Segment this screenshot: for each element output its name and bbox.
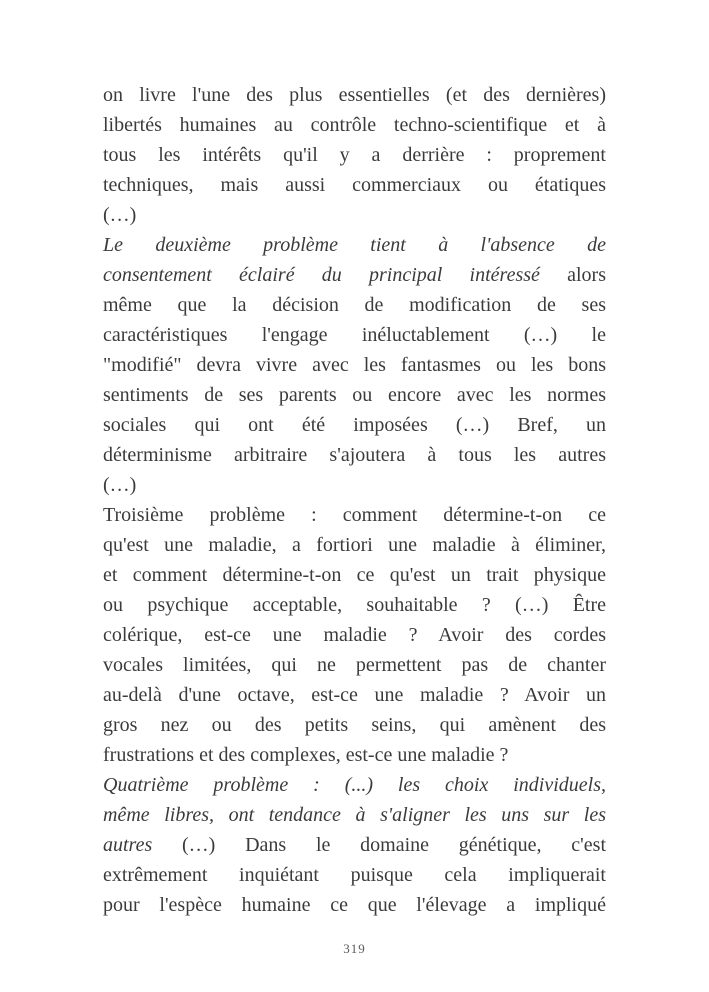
text-line [103, 470, 606, 500]
text-line [103, 800, 606, 830]
text-run: extrêmement inquiétant puisque cela impliquerait [103, 864, 606, 886]
text-run: sentiments de ses parents ou encore avec les normes [103, 384, 606, 406]
page-number: 319 [343, 941, 366, 956]
body-text [103, 80, 606, 920]
text-run: tous les intérêts qu'il y a derrière : proprement [103, 144, 606, 166]
text-run: (…) [103, 204, 137, 226]
italic-text-run: consentement éclairé du principal intéressé [103, 264, 540, 286]
text-line [103, 290, 606, 320]
text-line [103, 650, 606, 680]
text-line [103, 860, 606, 890]
text-run: et comment détermine-t-on ce qu'est un trait physique [103, 564, 606, 586]
text-line [103, 740, 606, 770]
text-line [103, 200, 606, 230]
text-run: Troisième problème : comment détermine-t-on ce [103, 504, 606, 526]
text-line [103, 320, 606, 350]
text-run: colérique, est-ce une maladie ? Avoir des cordes [103, 624, 606, 646]
text-run: qu'est une maladie, a fortiori une maladie à éliminer, [103, 534, 606, 556]
italic-text-run: autres [103, 834, 153, 856]
text-run: (…) [103, 474, 137, 496]
text-line [103, 440, 606, 470]
text-run: frustrations et des complexes, est-ce une maladie ? [103, 744, 509, 766]
text-line [103, 410, 606, 440]
text-run: alors [539, 264, 606, 286]
text-run: techniques, mais aussi commerciaux ou étatiques [103, 174, 606, 196]
text-line [103, 350, 606, 380]
text-run: déterminisme arbitraire s'ajoutera à tous les autres [103, 444, 606, 466]
text-run: pour l'espèce humaine ce que l'élevage a impliqué [103, 894, 606, 916]
text-line [103, 530, 606, 560]
text-line [103, 380, 606, 410]
text-line [103, 590, 606, 620]
text-run: libertés humaines au contrôle techno-scientifique et à [103, 114, 606, 136]
text-line [103, 830, 606, 860]
text-line [103, 170, 606, 200]
text-line [103, 560, 606, 590]
text-line [103, 80, 606, 110]
text-line [103, 110, 606, 140]
text-line [103, 260, 606, 290]
italic-text-run: Le deuxième problème tient à l'absence de [103, 234, 606, 256]
italic-text-run: même libres, ont tendance à s'aligner les uns sur les [103, 804, 606, 826]
text-run: vocales limitées, qui ne permettent pas de chanter [103, 654, 606, 676]
text-line [103, 230, 606, 260]
text-run: on livre l'une des plus essentielles (et des dernières) [103, 84, 606, 106]
text-line [103, 620, 606, 650]
text-line [103, 770, 606, 800]
text-run: caractéristiques l'engage inéluctablement (…) le [103, 324, 606, 346]
text-run: (…) Dans le domaine génétique, c'est [152, 834, 606, 856]
text-run: même que la décision de modification de ses [103, 294, 606, 316]
text-run: "modifié" devra vivre avec les fantasmes ou les bons [103, 354, 606, 376]
text-run: sociales qui ont été imposées (…) Bref, un [103, 414, 606, 436]
text-line [103, 500, 606, 530]
text-run: ou psychique acceptable, souhaitable ? (…) Être [103, 594, 606, 616]
italic-text-run: Quatrième problème : (...) les choix individuels, [103, 774, 606, 796]
text-line [103, 680, 606, 710]
text-line [103, 890, 606, 920]
text-run: au-delà d'une octave, est-ce une maladie ? Avoir un [103, 684, 606, 706]
text-run: gros nez ou des petits seins, qui amènent des [103, 714, 606, 736]
text-line [103, 140, 606, 170]
text-line [103, 710, 606, 740]
